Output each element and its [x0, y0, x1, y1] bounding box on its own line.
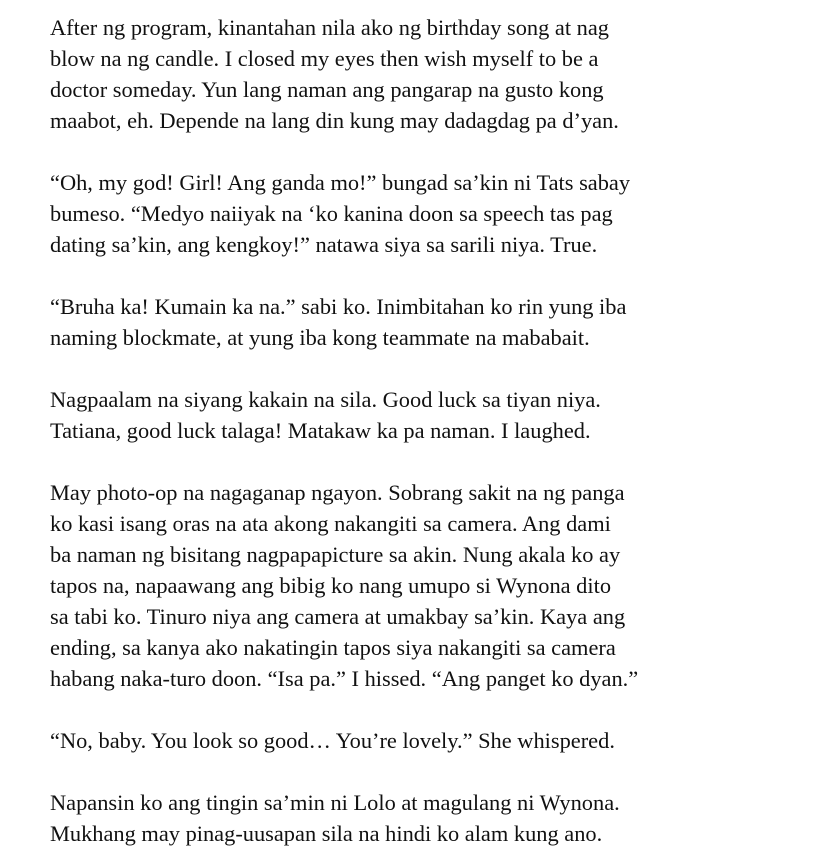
text-line: maabot, eh. Depende na lang din kung may dadagdag pa d’yan. [50, 108, 619, 133]
text-line: doctor someday. Yun lang naman ang pangarap na gusto kong [50, 77, 604, 102]
text-line: “No, baby. You look so good… You’re lovely.” She whispered. [50, 728, 615, 753]
text-line: ba naman ng bisitang nagpapapicture sa akin. Nung akala ko ay [50, 542, 621, 567]
text-line: ko kasi isang oras na ata akong nakangiti sa camera. Ang dami [50, 511, 611, 536]
paragraph-4 [50, 384, 790, 446]
text-line: Tatiana, good luck talaga! Matakaw ka pa naman. I laughed. [50, 418, 591, 443]
text-line: Napansin ko ang tingin sa’min ni Lolo at magulang ni Wynona. [50, 790, 620, 815]
text-line: Nagpaalam na siyang kakain na sila. Good luck sa tiyan niya. [50, 387, 601, 412]
paragraph-6 [50, 725, 790, 756]
text-line: “Oh, my god! Girl! Ang ganda mo!” bungad sa’kin ni Tats sabay [50, 170, 631, 195]
text-line: bumeso. “Medyo naiiyak na ‘ko kanina doon sa speech tas pag [50, 201, 613, 226]
text-line: ending, sa kanya ako nakatingin tapos siya nakangiti sa camera [50, 635, 616, 660]
paragraph-7 [50, 787, 790, 849]
paragraph-2 [50, 167, 790, 260]
paragraph-5 [50, 477, 790, 694]
text-line: May photo-op na nagaganap ngayon. Sobrang sakit na ng panga [50, 480, 625, 505]
text-line: Mukhang may pinag-uusapan sila na hindi ko alam kung ano. [50, 821, 603, 846]
document-page [50, 12, 790, 849]
text-line: sa tabi ko. Tinuro niya ang camera at umakbay sa’kin. Kaya ang [50, 604, 626, 629]
text-line: blow na ng candle. I closed my eyes then wish myself to be a [50, 46, 599, 71]
text-line: After ng program, kinantahan nila ako ng birthday song at nag [50, 15, 609, 40]
text-line: tapos na, napaawang ang bibig ko nang umupo si Wynona dito [50, 573, 612, 598]
text-line: dating sa’kin, ang kengkoy!” natawa siya sa sarili niya. True. [50, 232, 598, 257]
paragraph-1 [50, 12, 790, 136]
text-line: “Bruha ka! Kumain ka na.” sabi ko. Inimbitahan ko rin yung iba [50, 294, 627, 319]
paragraph-3 [50, 291, 790, 353]
text-line: habang naka-turo doon. “Isa pa.” I hissed. “Ang panget ko dyan.” [50, 666, 639, 691]
text-line: naming blockmate, at yung iba kong teammate na mababait. [50, 325, 590, 350]
